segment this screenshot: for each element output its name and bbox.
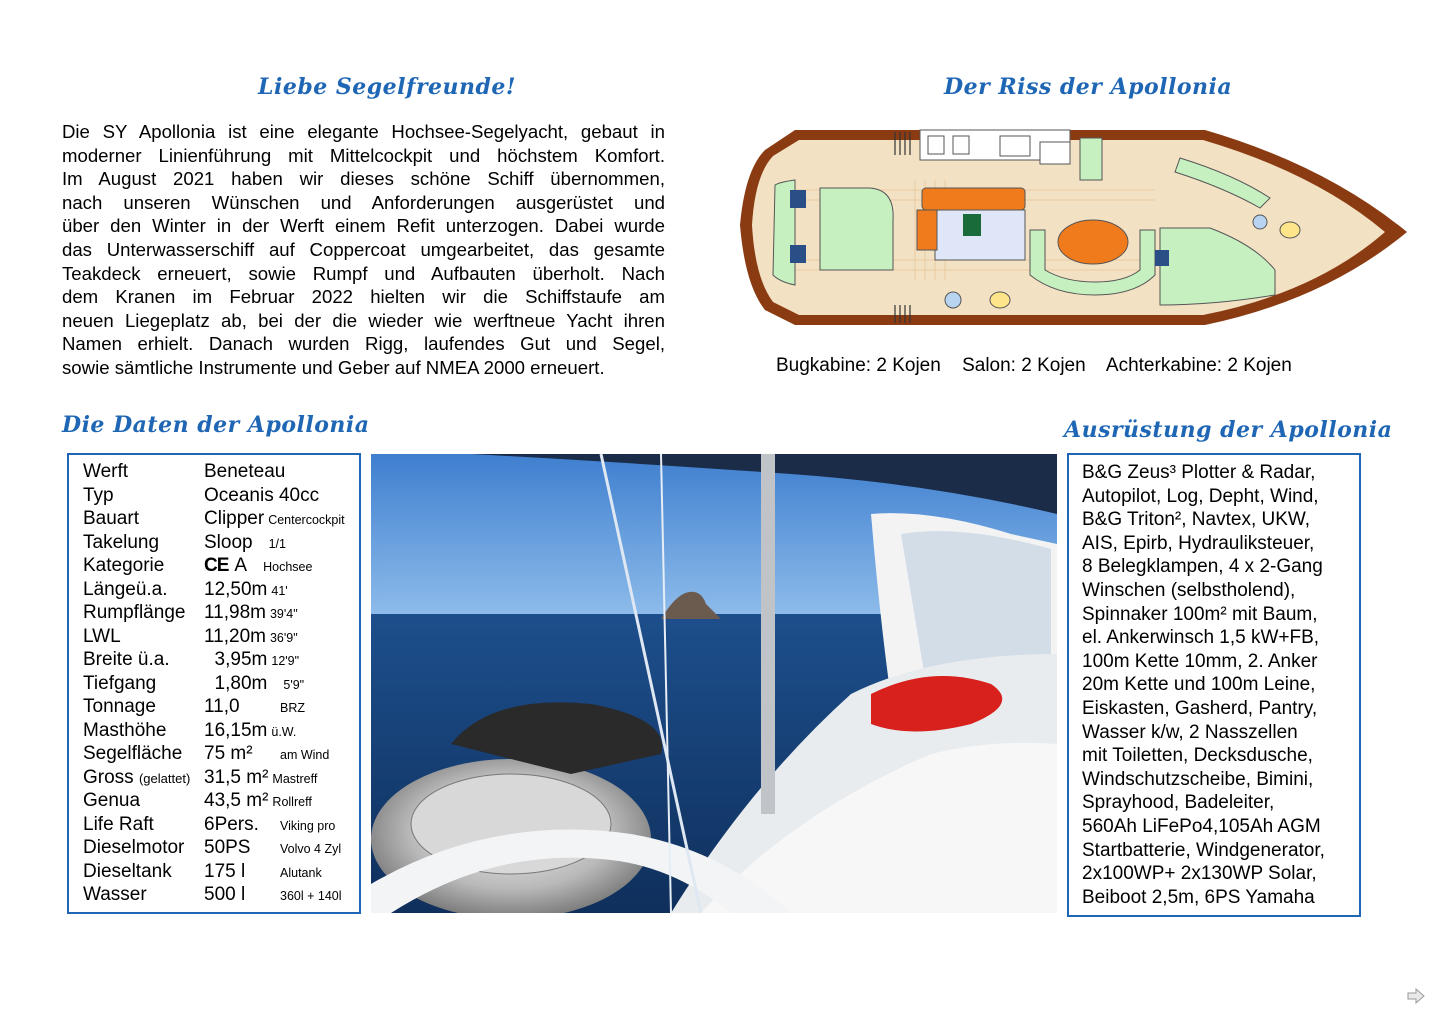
saloon-settee xyxy=(922,188,1025,210)
data-heading: Die Daten der Apollonia xyxy=(62,412,370,438)
intro-heading: Liebe Segelfreunde! xyxy=(258,74,517,100)
spec-row xyxy=(83,861,359,885)
spec-label: Typ xyxy=(83,484,114,506)
intro-line: Die SY Apollonia ist eine elegante Hochsee-Segelyacht, gebaut in xyxy=(62,121,665,142)
equipment-line: 2x100WP+ 2x130WP Solar, xyxy=(1082,863,1317,885)
spec-unit: 36'9" xyxy=(269,630,298,645)
mast-step xyxy=(963,214,981,236)
galley-fridge xyxy=(1040,142,1070,164)
spec-label: Life Raft xyxy=(83,813,154,835)
intro-line: Teakdeck erneuert, sowie Rumpf und Aufbauten überholt. Nach xyxy=(62,262,665,284)
spec-unit: am Wind xyxy=(280,748,330,762)
spec-row xyxy=(83,626,359,650)
spec-label: Rumpflänge xyxy=(83,602,186,623)
equipment-line: Beiboot 2,5m, 6PS Yamaha xyxy=(1082,886,1315,908)
spec-label: Breite ü.a. xyxy=(83,649,170,670)
plan-caption xyxy=(776,355,1308,377)
spec-row xyxy=(83,649,359,673)
spec-value: 11,20m xyxy=(204,625,266,647)
head-toilet xyxy=(1280,222,1300,238)
equipment-line: Spinnaker 100m² mit Baum, xyxy=(1082,603,1318,625)
equipment-line: el. Ankerwinsch 1,5 kW+FB, xyxy=(1082,627,1320,649)
spec-label: Tonnage xyxy=(83,696,156,717)
yacht-floor-plan xyxy=(735,110,1413,340)
equipment-line: Eiskasten, Gasherd, Pantry, xyxy=(1082,697,1318,719)
spec-label: Genua xyxy=(83,790,141,811)
spec-unit: Viking pro xyxy=(280,818,336,833)
spec-value: 11,98m xyxy=(204,602,266,623)
spec-unit: 360l + 140l xyxy=(280,889,342,903)
spec-value: 16,15m xyxy=(204,719,268,741)
spec-label: Takelung xyxy=(83,531,160,553)
specs-box xyxy=(67,453,361,914)
aft-cushion xyxy=(790,245,806,263)
equipment-line: 20m Kette und 100m Leine, xyxy=(1082,674,1316,696)
spec-value: 50PS xyxy=(204,837,251,858)
equipment-line: Sprayhood, Badeleiter, xyxy=(1082,792,1275,814)
aft-cushion xyxy=(790,190,806,208)
spec-value: 500 l xyxy=(204,884,246,905)
spec-unit: Volvo 4 Zyl xyxy=(280,842,342,856)
spec-label: Werft xyxy=(83,461,129,482)
spec-label: Tiefgang xyxy=(83,672,157,694)
equipment-line: Autopilot, Log, Depht, Wind, xyxy=(1082,485,1319,507)
intro-line: das Unterwasserschiff auf Coppercoat umgearbeitet, das gesamte xyxy=(62,238,665,260)
spec-row xyxy=(83,508,359,532)
aft-cabin-bunk xyxy=(820,188,893,270)
spec-value: 31,5 m² xyxy=(204,766,269,788)
spec-label: Bauart xyxy=(83,508,139,529)
spec-unit: 1/1 xyxy=(268,536,286,551)
spec-value: A xyxy=(234,555,248,576)
intro-line: neuen Liegeplatz ab, bei der die wieder wie werftneue Yacht ihren xyxy=(62,309,665,331)
equipment-line: B&G Zeus³ Plotter & Radar, xyxy=(1082,462,1316,483)
equipment-line: Startbatterie, Windgenerator, xyxy=(1082,839,1325,861)
equipment-line: Windschutzscheibe, Bimini, xyxy=(1082,768,1314,790)
spec-unit: Rollreff xyxy=(272,795,312,809)
spec-unit: 39'4" xyxy=(269,607,298,621)
spec-row xyxy=(83,743,359,767)
spec-value: Sloop xyxy=(204,531,253,553)
equipment-line: 100m Kette 10mm, 2. Anker xyxy=(1082,650,1318,672)
intro-line: Namen erhielt. Danach wurden Rigg, laufendes Gut und Segel, xyxy=(62,333,665,355)
equipment-line: Wasser k/w, 2 Nasszellen xyxy=(1082,721,1298,743)
spec-value: 43,5 m² xyxy=(204,790,269,811)
caption-bow-cabin: Bugkabine: 2 Kojen xyxy=(776,355,941,376)
equipment-line: 560Ah LiFePo4,105Ah AGM xyxy=(1082,815,1321,837)
galley-sink xyxy=(928,136,944,154)
equipment-box xyxy=(1067,453,1361,917)
galley-sink xyxy=(953,136,969,154)
plan-heading: Der Riss der Apollonia xyxy=(944,74,1233,100)
cockpit-photo xyxy=(371,454,1057,913)
next-page-arrow-icon[interactable] xyxy=(1407,988,1425,1004)
intro-line: über den Winter in der Werft einem Refit unterzogen. Dabei wurde xyxy=(62,215,665,237)
spec-unit: BRZ xyxy=(280,701,305,715)
spec-unit: ü.W. xyxy=(271,724,297,739)
spec-unit: 12'9" xyxy=(271,654,300,668)
spec-row xyxy=(83,814,359,838)
intro-line: nach unseren Wünschen und Anforderungen ausgerüstet und xyxy=(62,191,665,213)
saloon-settee xyxy=(917,210,937,250)
photo-stanchion xyxy=(761,454,775,814)
spec-row xyxy=(83,555,359,579)
spec-unit: 5'9" xyxy=(283,677,305,692)
spec-unit: Hochsee xyxy=(263,560,313,574)
saloon-table-round xyxy=(1058,220,1128,264)
spec-value: 3,95m xyxy=(204,649,268,670)
spec-label-text: Gross xyxy=(83,766,134,788)
caption-saloon: Salon: 2 Kojen xyxy=(962,355,1086,376)
spec-label-note: (gelattet) xyxy=(138,770,191,786)
spec-value: 6Pers. xyxy=(204,813,259,835)
spec-label: Dieselmotor xyxy=(83,837,185,858)
spec-row xyxy=(83,767,359,791)
spec-label xyxy=(83,767,204,789)
equipment-line: B&G Triton², Navtex, UKW, xyxy=(1082,509,1311,531)
equipment-heading: Ausrüstung der Apollonia xyxy=(1064,417,1393,443)
spec-row xyxy=(83,790,359,814)
intro-text xyxy=(62,120,665,380)
spec-label: Segelfläche xyxy=(83,743,183,764)
spec-row xyxy=(83,720,359,744)
spec-value: 175 l xyxy=(204,860,246,882)
galley-stove xyxy=(1000,136,1030,156)
head-basin xyxy=(1253,215,1267,229)
spec-row xyxy=(83,579,359,603)
spec-label: Kategorie xyxy=(83,555,165,576)
intro-line: Im August 2021 haben wir dieses schöne Schiff übernommen, xyxy=(62,168,665,190)
spec-unit: Alutank xyxy=(280,865,322,880)
intro-line: dem Kranen im Februar 2022 hielten wir die Schiffstaufe am xyxy=(62,286,665,308)
head-toilet xyxy=(990,292,1010,308)
spec-label: Längeü.a. xyxy=(83,578,168,600)
spec-label: Dieseltank xyxy=(83,860,172,882)
spec-value: Clipper xyxy=(204,508,265,529)
spec-value: Beneteau xyxy=(204,461,286,482)
ce-mark: CE xyxy=(204,555,229,576)
spec-row xyxy=(83,485,359,509)
spec-value: 12,50m xyxy=(204,578,268,600)
spec-unit: Centercockpit xyxy=(268,513,345,527)
spec-row xyxy=(83,532,359,556)
spec-row xyxy=(83,837,359,861)
spec-label: Wasser xyxy=(83,884,147,905)
equipment-line: AIS, Epirb, Hydrauliksteuer, xyxy=(1082,532,1315,554)
spec-row xyxy=(83,673,359,697)
intro-line: moderner Linienführung mit Mittelcockpit und höchstem Komfort. xyxy=(62,144,665,166)
forward-cushion xyxy=(1155,250,1169,266)
intro-line: sowie sämtliche Instrumente und Geber auf NMEA 2000 erneuert. xyxy=(62,356,605,378)
spec-value: 1,80m xyxy=(204,672,268,694)
spec-value: 11,0 xyxy=(204,696,240,717)
spec-row xyxy=(83,461,359,485)
spec-unit: 41' xyxy=(271,583,288,598)
spec-label: Masthöhe xyxy=(83,719,167,741)
spec-label: LWL xyxy=(83,625,121,647)
head-basin xyxy=(945,292,961,308)
nav-seat xyxy=(1080,138,1102,180)
equipment-line: 8 Belegklampen, 4 x 2-Gang xyxy=(1082,556,1323,578)
caption-aft-cabin: Achterkabine: 2 Kojen xyxy=(1105,355,1292,376)
spec-row xyxy=(83,696,359,720)
spec-row xyxy=(83,602,359,626)
equipment-line: mit Toiletten, Decksdusche, xyxy=(1082,745,1313,767)
spec-unit: Mastreff xyxy=(272,771,318,786)
spec-value: 75 m² xyxy=(204,743,253,764)
spec-row xyxy=(83,884,359,908)
equipment-line: Winschen (selbstholend), xyxy=(1082,579,1296,601)
spec-value: Oceanis 40cc xyxy=(204,484,320,506)
